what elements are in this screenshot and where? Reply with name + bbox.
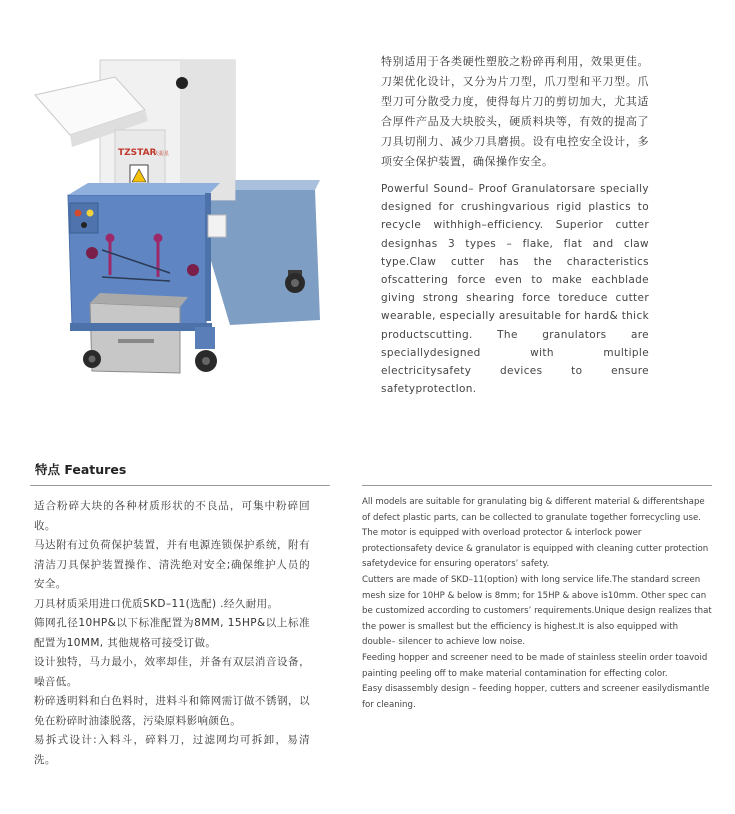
zh-feature-item: 易拆式设计:入料斗，碎料刀，过滤网均可拆卸，易清洗。 [34,734,310,766]
en-feature-item: Feeding hopper and screener need to be made of stainless steelin order toavoid painting peeling off to make material contamination for effecting color. [362,652,708,679]
zh-feature-item: 马达附有过负荷保护装置，并有电源连锁保护系统，附有清洁刀具保护装置操作、清洗绝对安全;确保维护人员的安全。 [34,539,310,590]
en-feature-item: Cutters are made of SKD–11(option) with long service life.The standard screen mesh size for 10HP & below is 8mm; for 15HP & above is10mm. Other spec can be customized according to customers’ requirements.Unique design realizes that the power is smallest but the efficiency is highest.It is also equipped with double– silencer to achieve low noise. [362,574,712,648]
en-feature-item: All models are suitable for granulating big & different material & differentshape of defect plastic parts, can be collected to granulate together forrecycling use. [362,497,705,523]
en-feature-item: Easy disassembly design – feeding hopper, cutters and screener easilydismantle for cleaning. [362,684,710,710]
brand-logo-sub: 天振星 [154,151,170,157]
zh-feature-item: 刀具材质采用进口优质SKD–11(选配) .经久耐用。 [34,597,279,610]
intro-en-paragraph: Powerful Sound– Proof Granulatorsare specially designed for crushingvarious rigid plastics to recycle withhigh–efficiency. Superior cutter designhas 3 types – flake, flat and claw type.Claw cutter has the characteristics ofscattering force even to make eachblade giving strong shearing force toreduce cutter wearable, especially aresuitable for hard& thick productscutting. The granulators are speciallydesigned with multiple electricitysafety devices to ensure safetyprotectIon. [381,183,649,396]
intro-zh-paragraph: 特别适用于各类硬性塑胶之粉碎再利用，效果更佳。刀架优化设计，又分为片刀型，爪刀型和平刀型。爪型刀可分散受力度，使得每片刀的剪切加大，尤其适合厚件产品及大块胶头，硬质料块等，有效的提高了刀具切削力、减少刀具磨损。设有电控安全设计，多项安全保护装置，确保操作安全。 [381,55,649,168]
en-feature-item: The motor is equipped with overload protector & interlock power protectionsafety device & granulator is equipped with cleaning cutter protection safetydevice for ensuring operators’ safety. [362,528,709,570]
features-heading: 特点 Features [35,462,127,477]
zh-feature-item: 适合粉碎大块的各种材质形状的不良品，可集中粉碎回收。 [34,500,310,532]
granulator-machine-image [30,55,330,380]
zh-feature-item: 筛网孔径10HP&以下标准配置为8MM, 15HP&以上标准配置为10MM, 其他规格可接受订做。 [34,617,310,649]
en-features-list [362,495,712,713]
features-divider-left [30,485,330,486]
zh-features-list [34,497,310,770]
features-divider-right [362,485,712,486]
zh-feature-item: 粉碎透明料和白色料时，进料斗和筛网需订做不锈钢，以免在粉碎时油漆脱落，污染原料影响颜色。 [34,695,310,727]
brand-logo: TZSTAR [118,148,157,158]
zh-feature-item: 设计独特，马力最小，效率却佳，并备有双层消音设备，噪音低。 [34,656,310,688]
